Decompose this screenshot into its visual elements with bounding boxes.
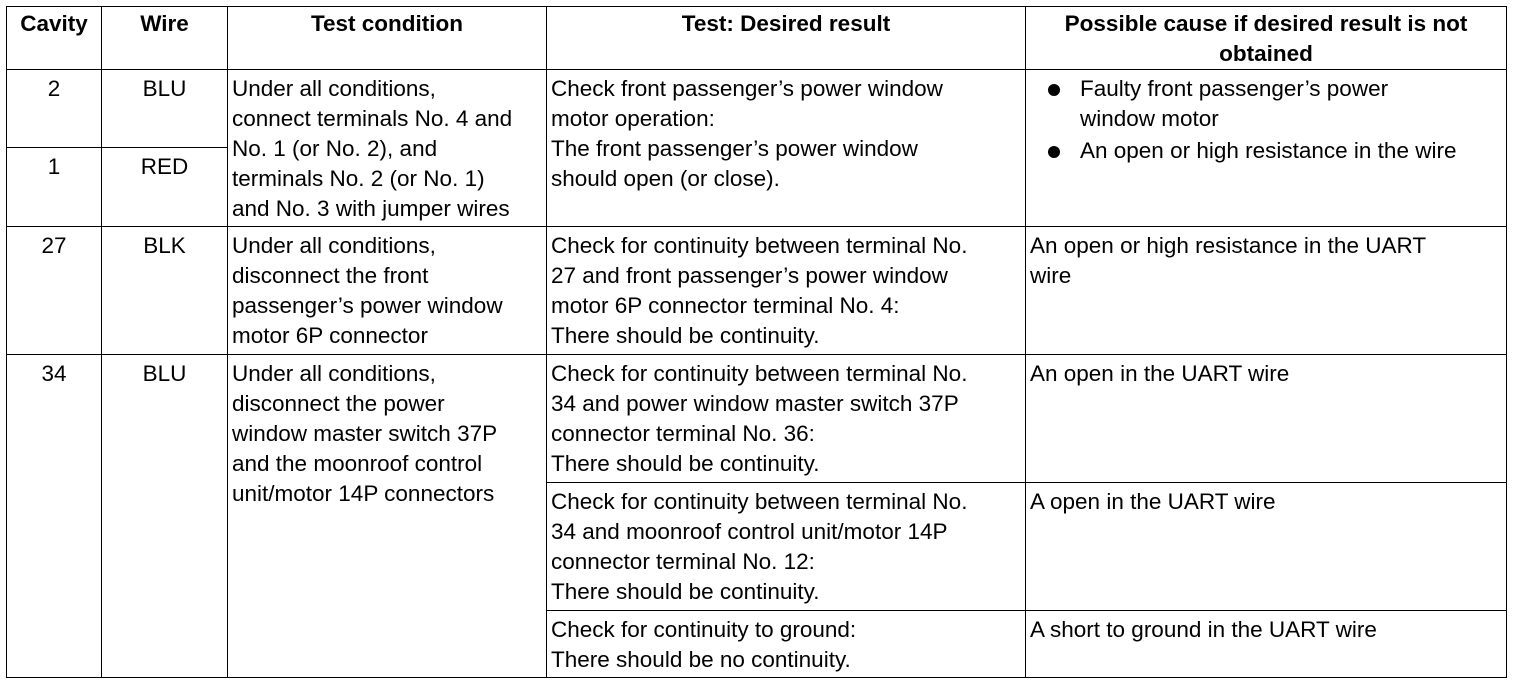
desired-result-cell	[547, 227, 1026, 355]
result-line: motor operation:	[551, 106, 715, 131]
cause-list-item	[1030, 74, 1502, 134]
result-line: There should be continuity.	[551, 451, 820, 476]
test-condition-cell	[228, 355, 547, 678]
bullet-icon	[1048, 84, 1060, 96]
result-line: 34 and power window master switch 37P	[551, 391, 959, 416]
result-line: There should be no continuity.	[551, 647, 851, 672]
cause-line: An open or high resistance in the wire	[1080, 138, 1457, 163]
result-line: should open (or close).	[551, 166, 780, 191]
possible-cause-cell	[1026, 483, 1507, 611]
condition-line: unit/motor 14P connectors	[232, 481, 495, 506]
condition-line: Under all conditions,	[232, 233, 436, 258]
cause-line: Faulty front passenger’s power	[1080, 76, 1389, 101]
result-line: Check for continuity between terminal No.	[551, 489, 968, 514]
condition-line: motor 6P connector	[232, 323, 428, 348]
possible-cause-cell	[1026, 227, 1507, 355]
possible-cause-cell	[1026, 611, 1507, 678]
condition-line: Under all conditions,	[232, 76, 436, 101]
test-condition-cell	[228, 70, 547, 227]
result-line: 34 and moonroof control unit/motor 14P	[551, 519, 948, 544]
cavity-cell: 34	[7, 355, 102, 678]
header-row	[7, 7, 1507, 70]
result-line: Check for continuity between terminal No.	[551, 361, 968, 386]
cause-list-item	[1030, 136, 1502, 166]
result-line: Check for continuity between terminal No.	[551, 233, 968, 258]
header-wire: Wire	[102, 7, 228, 70]
possible-cause-cell	[1026, 355, 1507, 483]
bullet-icon	[1048, 146, 1060, 158]
result-line: 27 and front passenger’s power window	[551, 263, 948, 288]
result-line: Check for continuity to ground:	[551, 617, 857, 642]
desired-result-cell	[547, 483, 1026, 611]
header-possible-cause	[1026, 7, 1507, 70]
condition-line: and the moonroof control	[232, 451, 483, 476]
header-cavity: Cavity	[7, 7, 102, 70]
cause-list	[1030, 74, 1502, 166]
result-line: connector terminal No. 36:	[551, 421, 815, 446]
cause-line: An open or high resistance in the UART	[1030, 233, 1427, 258]
cause-line: window motor	[1080, 106, 1219, 131]
cavity-cell: 27	[7, 227, 102, 355]
table-row	[7, 355, 1507, 483]
condition-line: Under all conditions,	[232, 361, 436, 386]
cavity-cell: 2	[7, 70, 102, 148]
condition-line: No. 1 (or No. 2), and	[232, 136, 438, 161]
cause-line: wire	[1030, 263, 1072, 288]
condition-line: terminals No. 2 (or No. 1)	[232, 166, 485, 191]
condition-line: connect terminals No. 4 and	[232, 106, 513, 131]
test-condition-cell	[228, 227, 547, 355]
wire-cell: BLU	[102, 70, 228, 148]
header-cause-line: Possible cause if desired result is not	[1064, 11, 1468, 36]
wire-cell: BLU	[102, 355, 228, 678]
wire-cell: BLK	[102, 227, 228, 355]
header-cause-line: obtained	[1219, 41, 1313, 66]
result-line: connector terminal No. 12:	[551, 549, 815, 574]
cause-line: A short to ground in the UART wire	[1030, 617, 1377, 642]
table-row	[7, 227, 1507, 355]
desired-result-cell	[547, 611, 1026, 678]
header-desired-result: Test: Desired result	[547, 7, 1026, 70]
cause-line: An open in the UART wire	[1030, 361, 1290, 386]
desired-result-cell	[547, 70, 1026, 227]
result-line: motor 6P connector terminal No. 4:	[551, 293, 900, 318]
table-row	[7, 70, 1507, 148]
condition-line: and No. 3 with jumper wires	[232, 196, 510, 221]
diagnostic-table	[6, 6, 1507, 678]
condition-line: window master switch 37P	[232, 421, 498, 446]
result-line: There should be continuity.	[551, 323, 820, 348]
cause-line: A open in the UART wire	[1030, 489, 1276, 514]
possible-cause-cell	[1026, 70, 1507, 227]
cavity-cell: 1	[7, 148, 102, 227]
condition-line: disconnect the power	[232, 391, 445, 416]
result-line: Check front passenger’s power window	[551, 76, 943, 101]
header-test-condition: Test condition	[228, 7, 547, 70]
condition-line: disconnect the front	[232, 263, 429, 288]
desired-result-cell	[547, 355, 1026, 483]
result-line: The front passenger’s power window	[551, 136, 918, 161]
result-line: There should be continuity.	[551, 579, 820, 604]
condition-line: passenger’s power window	[232, 293, 503, 318]
wire-cell: RED	[102, 148, 228, 227]
